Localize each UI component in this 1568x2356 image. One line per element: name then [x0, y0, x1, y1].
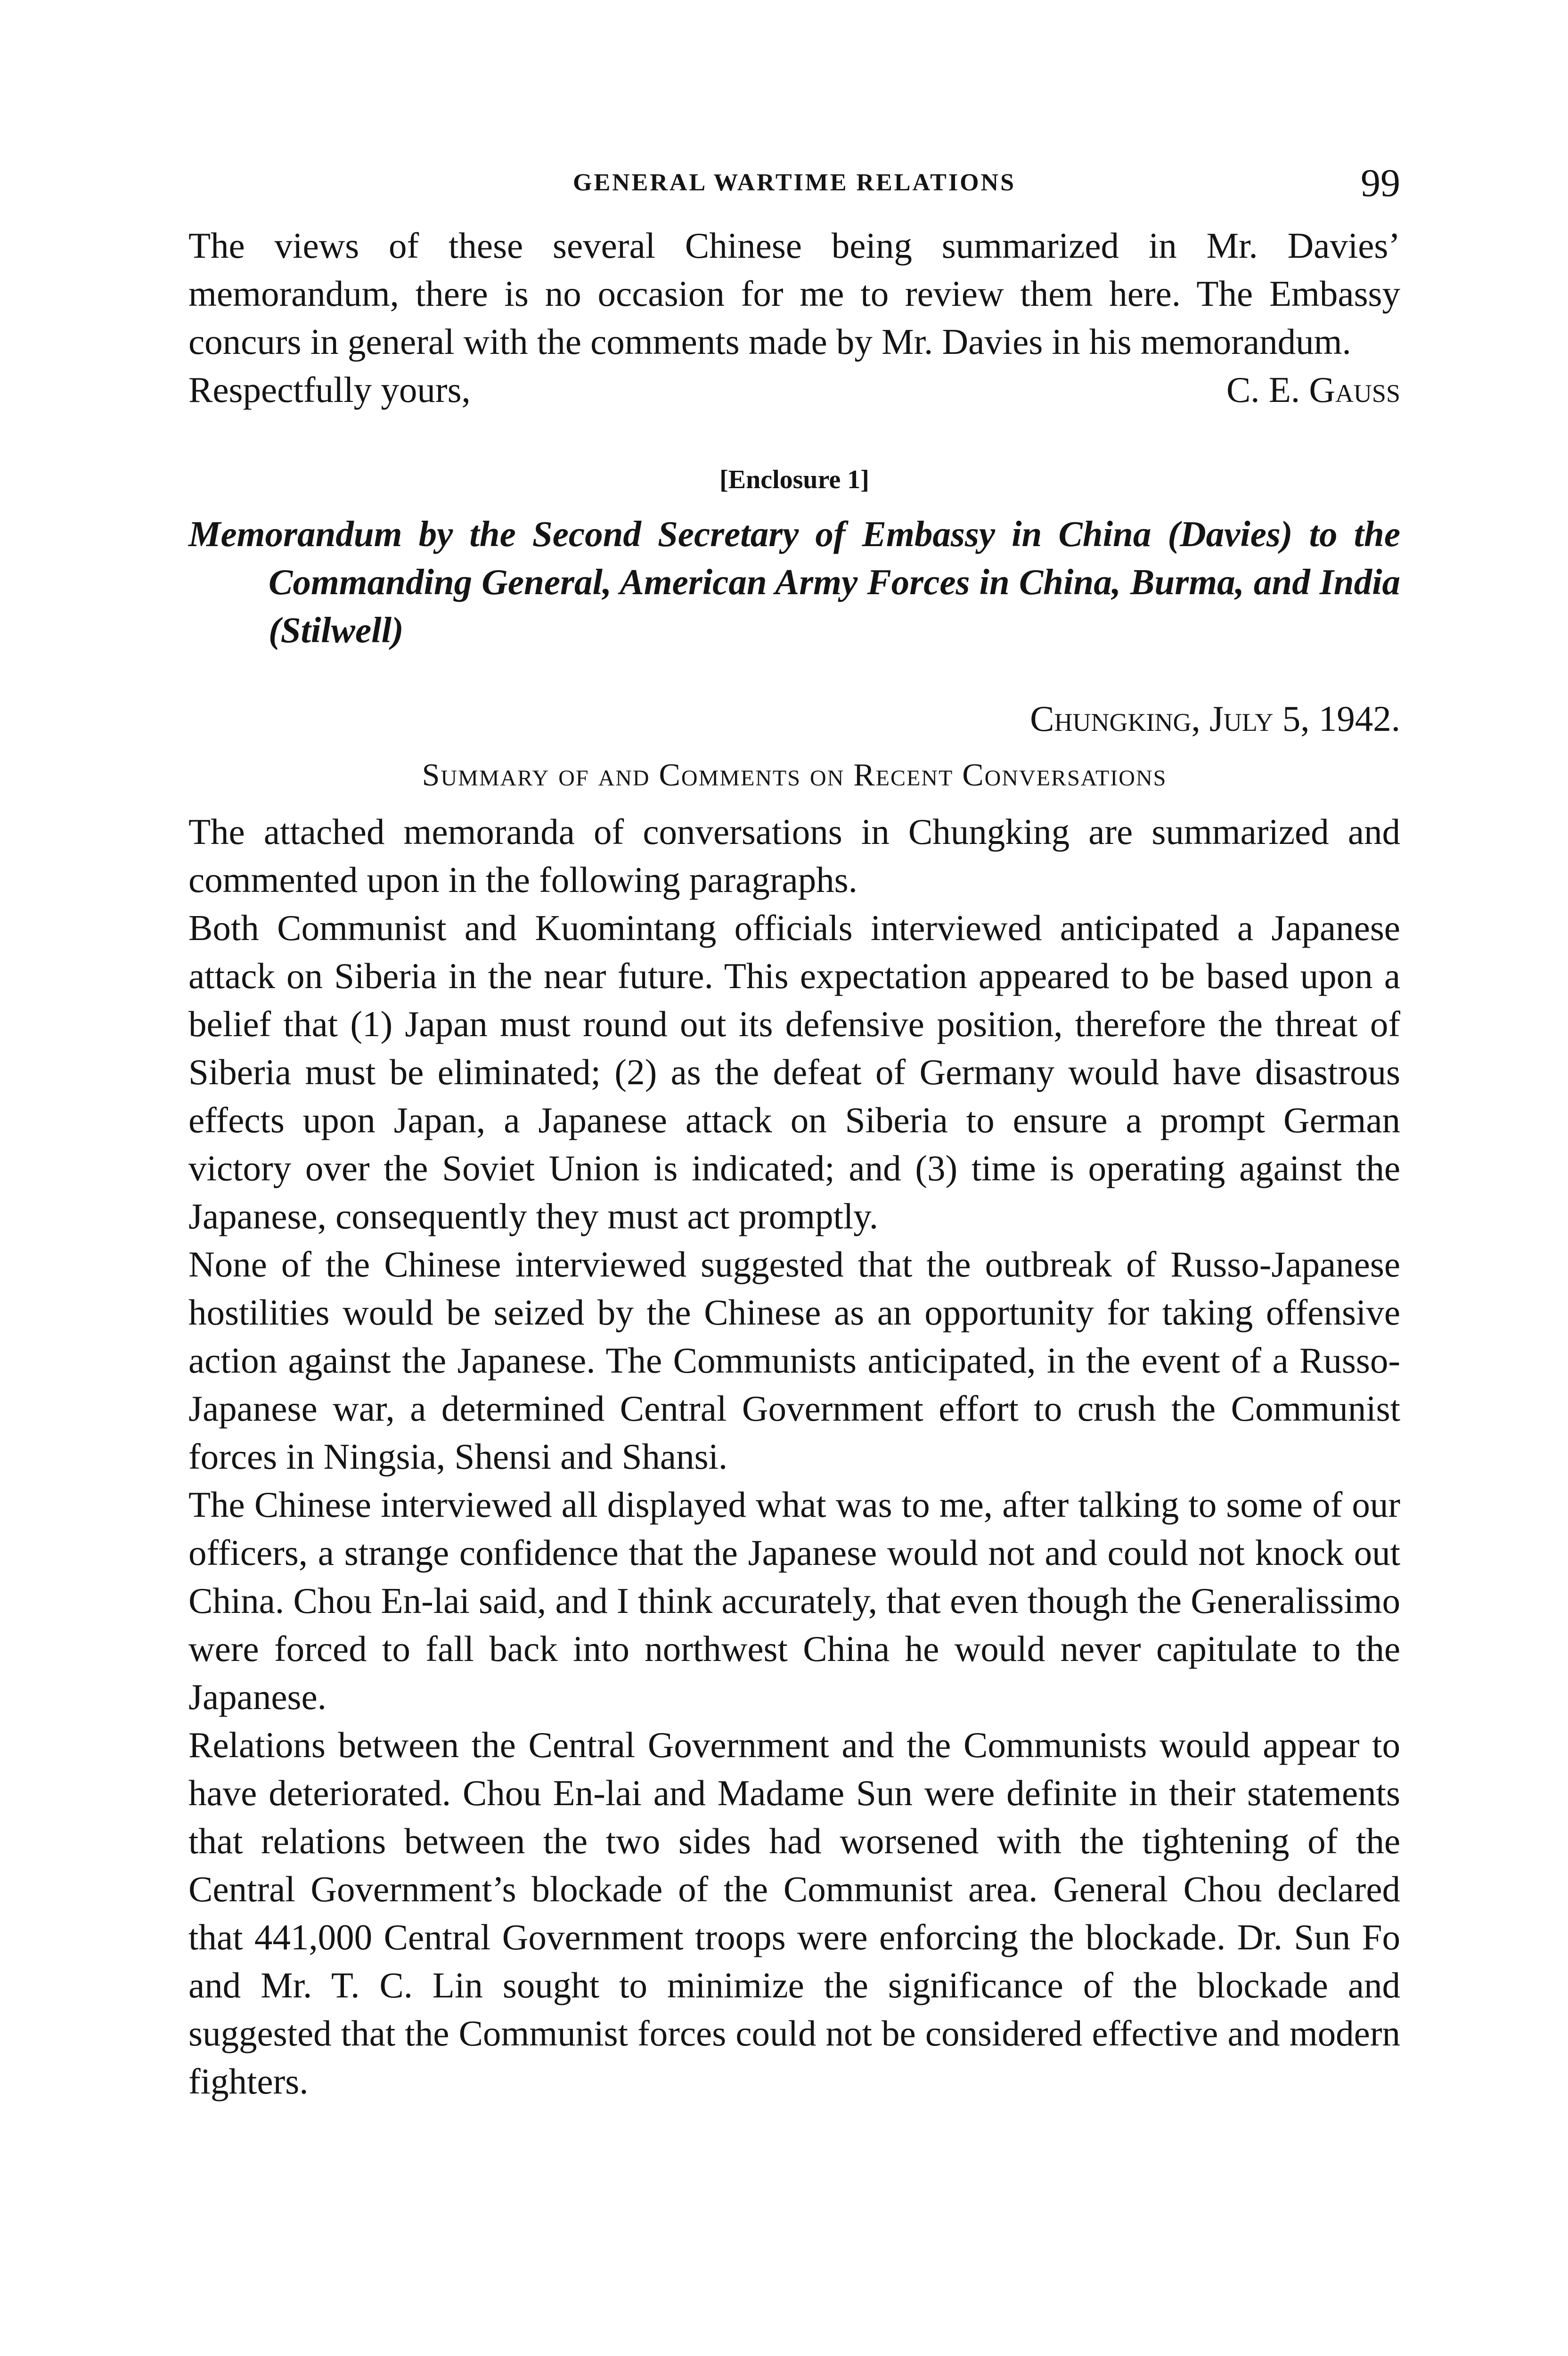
signature: C. E. Gauss: [1226, 369, 1400, 410]
body-paragraph: Relations between the Central Government and the Communists would appear to have deteriorated. Chou En-lai and Madame Sun were definite in their statements that relations between the two sides had worsened with the tightening of the Central Government’s blockade of the Communist area. General Chou declared that 441,000 Central Government troops were enforcing the blockade. Dr. Sun Fo and Mr. T. C. Lin sought to minimize the significance of the blockade and suggested that the Communist forces could not be considered effective and modern fighters.: [188, 1725, 1400, 2102]
body-paragraph: The Chinese interviewed all displayed what was to me, after talking to some of our officers, a strange confidence that the Japanese would not and could not knock out China. Chou En-lai said, and I think accurately, that even though the Generalissimo were forced to fall back into northwest China he would never capitulate to the Japanese.: [188, 1484, 1400, 1717]
enclosure-label: [Enclosure 1]: [719, 465, 869, 494]
running-header: [188, 160, 1400, 212]
signoff-line: [188, 366, 1400, 414]
memorandum-title: Memorandum by the Second Secretary of Embassy in China (Davies) to the Commanding General, American Army Forces in China, Burma, and India (Stilwell): [188, 514, 1400, 650]
closing-salutation: Respectfully yours,: [188, 369, 471, 410]
dateline: [188, 695, 1400, 743]
body-paragraph: None of the Chinese interviewed suggested that the outbreak of Russo-Japanese hostilities would be seized by the Chinese as an opportunity for taking offensive action against the Japanese. The Communists anticipated, in the event of a Russo-Japanese war, a determined Central Government effort to crush the Communist forces in Ningsia, Shensi and Shansi.: [188, 1244, 1400, 1477]
dateline-text: Chungking, July 5, 1942.: [1030, 698, 1400, 739]
body-paragraph: The attached memoranda of conversations in Chungking are summarized and commented upon in the following paragraphs.: [188, 811, 1400, 900]
body-paragraph: Both Communist and Kuomintang officials interviewed anticipated a Japanese attack on Siberia in the near future. This expectation appeared to be based upon a belief that (1) Japan must round out its defensive position, therefore the threat of Siberia must be eliminated; (2) as the defeat of Germany would have disastrous effects upon Japan, a Japanese attack on Siberia to ensure a prompt German victory over the Soviet Union is indicated; and (3) time is operating against the Japanese, consequently they must act promptly.: [188, 908, 1400, 1236]
page-number: 99: [1361, 161, 1400, 205]
running-title: GENERAL WARTIME RELATIONS: [573, 169, 1016, 196]
memorandum-body: [188, 808, 1400, 2105]
section-subheading: Summary of and Comments on Recent Conversations: [422, 757, 1167, 793]
opening-paragraph: The views of these several Chinese being summarized in Mr. Davies’ memorandum, there is no occasion for me to review them here. The Embassy concurs in general with the comments made by Mr. Davies in his memorandum.: [188, 225, 1400, 362]
document-page: [188, 160, 1400, 2105]
